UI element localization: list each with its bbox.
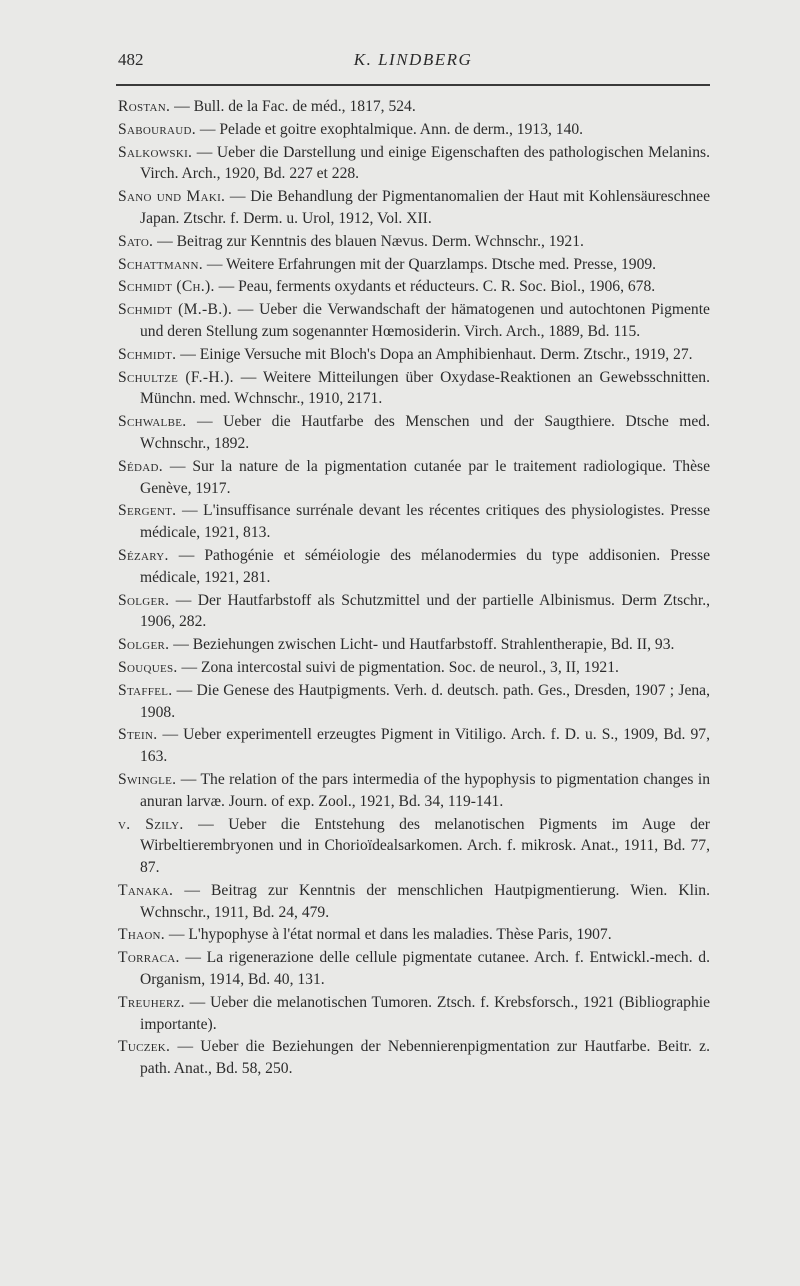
reference-author: Solger. [118, 636, 170, 654]
reference-entry [118, 299, 710, 343]
reference-entry [118, 657, 710, 679]
reference-text: — Zona intercostal suivi de pigmentation. Soc. de neurol., 3, II, 1921. [177, 658, 619, 676]
reference-text: — Ueber die Darstellung und einige Eigenschaften des pathologischen Melanins. Virch. Arch., 1920, Bd. 227 et 228. [140, 143, 710, 183]
reference-text: — Sur la nature de la pigmentation cutanée par le traitement radiologique. Thèse Genève, 1917. [140, 457, 710, 497]
reference-text: — Beziehungen zwischen Licht- und Hautfarbstoff. Strahlentherapie, Bd. II, 93. [169, 636, 675, 654]
reference-author: v. Szily. [118, 815, 184, 833]
reference-entry [118, 634, 710, 656]
reference-author: Swingle. [118, 770, 177, 788]
reference-entry [118, 142, 710, 186]
reference-text: — Weitere Erfahrungen mit der Quarzlamps. Dtsche med. Presse, 1909. [202, 255, 657, 273]
reference-author: Tuczek. [118, 1038, 171, 1056]
reference-entry [118, 456, 710, 500]
reference-author: Stein. [118, 726, 158, 744]
reference-author: Sabouraud. [118, 120, 196, 138]
reference-text: — Die Behandlung der Pigmentanomalien der Haut mit Kohlensäureschnee Japan. Ztschr. f. Derm. u. Urol, 1912, Vol. XII. [140, 188, 710, 227]
reference-text: — L'insuffisance surrénale devant les récentes critiques des physiologistes. Presse médicale, 1921, 813. [140, 502, 710, 542]
reference-author: Torraca. [118, 949, 180, 967]
reference-text: — Peau, ferments oxydants et réducteurs. C. R. Soc. Biol., 1906, 678. [214, 278, 656, 296]
reference-author: Staffel. [118, 681, 173, 699]
reference-author: Tanaka. [118, 881, 174, 899]
reference-entry [118, 680, 710, 724]
reference-author: Salkowski. [118, 143, 193, 161]
reference-text: — Pelade et goitre exophtalmique. Ann. de derm., 1913, 140. [195, 120, 584, 138]
reference-text: — La rigenerazione delle cellule pigmentate cutanee. Arch. f. Entwickl.-mech. d. Organism, 1914, Bd. 40, 131. [140, 949, 710, 989]
reference-text: — Der Hautfarbstoff als Schutzmittel und der partielle Albinismus. Derm Ztschr., 1906, 282. [140, 591, 710, 631]
reference-author: Sédad. [118, 457, 163, 475]
reference-text: — Ueber die Entstehung des melanotischen Pigments im Auge der Wirbeltierembryonen und in Chorioïdealsarkomen. Arch. f. mikrosk. Anat., 1911, Bd. 77, 87. [140, 815, 710, 877]
reference-list [118, 96, 710, 1081]
reference-entry [118, 924, 710, 946]
reference-entry [118, 947, 710, 991]
reference-text: — Beitrag zur Kenntnis der menschlichen Hautpigmentierung. Wien. Klin. Wchnschr., 1911, Bd. 24, 479. [140, 881, 710, 921]
reference-entry [118, 119, 710, 141]
reference-entry [118, 1036, 710, 1080]
reference-entry [118, 367, 710, 411]
reference-text: — Bull. de la Fac. de méd., 1817, 524. [170, 98, 416, 115]
reference-text: — Die Genese des Hautpigments. Verh. d. deutsch. path. Ges., Dresden, 1907 ; Jena, 1908. [140, 681, 710, 721]
reference-entry [118, 231, 710, 253]
reference-text: — Beitrag zur Kenntnis des blauen Nævus. Derm. Wchnschr., 1921. [153, 232, 584, 250]
reference-author: Schmidt (M.-B.). [118, 301, 233, 319]
reference-text: — Ueber die Beziehungen der Nebennierenpigmentation zur Hautfarbe. Beitr. z. path. Anat., Bd. 58, 250. [140, 1038, 710, 1078]
reference-entry [118, 276, 710, 298]
header-rule [116, 84, 710, 86]
reference-text: — Ueber die Hautfarbe des Menschen und der Saugthiere. Dtsche med. Wchnschr., 1892. [140, 413, 710, 452]
reference-entry [118, 724, 710, 768]
running-head: K. LINDBERG [353, 50, 473, 69]
reference-author: Schwalbe. [118, 413, 187, 431]
reference-author: Schmidt (Ch.). [118, 278, 215, 296]
page-number: 482 [118, 50, 144, 69]
reference-text: — Pathogénie et séméiologie des mélanodermies du type addisonien. Presse médicale, 1921, 281. [140, 546, 710, 586]
reference-author: Solger. [118, 591, 170, 609]
reference-entry [118, 590, 710, 634]
reference-author: Thaon. [118, 926, 165, 944]
reference-entry [118, 411, 710, 455]
reference-author: Sano und Maki. [118, 188, 226, 206]
reference-author: Schattmann. [118, 255, 203, 273]
reference-entry [118, 344, 710, 366]
reference-entry [118, 769, 710, 813]
reference-entry [118, 545, 710, 589]
reference-text: — Ueber die Verwandschaft der hämatogenen und autochtonen Pigmente und deren Stellung zum sogenannter Hœmosiderin. Virch. Arch., 1889, Bd. 115. [140, 301, 710, 340]
reference-author: Schultze (F.-H.). [118, 368, 234, 386]
reference-entry [118, 254, 710, 276]
reference-author: Treuherz. [118, 993, 185, 1011]
reference-author: Sato. [118, 232, 154, 250]
reference-entry [118, 500, 710, 544]
reference-text: — Ueber die melanotischen Tumoren. Ztsch. f. Krebsforsch., 1921 (Bibliographie importante). [140, 993, 710, 1033]
reference-author: Schmidt. [118, 345, 177, 363]
reference-text: — L'hypophyse à l'état normal et dans les maladies. Thèse Paris, 1907. [165, 926, 612, 944]
reference-text: — The relation of the pars intermedia of the hypophysis to pigmentation changes in anuran larvæ. Journ. of exp. Zool., 1921, Bd. 34, 119-141. [140, 770, 710, 810]
reference-entry [118, 814, 710, 879]
reference-text: — Ueber experimentell erzeugtes Pigment in Vitiligo. Arch. f. D. u. S., 1909, Bd. 97, 163. [140, 726, 710, 766]
reference-text: — Weitere Mitteilungen über Oxydase-Reaktionen an Gewebsschnitten. Münchn. med. Wchnschr., 1910, 2171. [140, 368, 710, 408]
reference-author: Sézary. [118, 546, 169, 564]
reference-entry [118, 186, 710, 230]
reference-entry [118, 96, 710, 118]
reference-author: Sergent. [118, 502, 177, 520]
page-header [118, 50, 708, 74]
reference-text: — Einige Versuche mit Bloch's Dopa an Amphibienhaut. Derm. Ztschr., 1919, 27. [176, 345, 693, 363]
reference-author: Souques. [118, 658, 178, 676]
reference-entry [118, 880, 710, 924]
reference-author: Rostan. [118, 98, 171, 115]
reference-entry [118, 992, 710, 1036]
